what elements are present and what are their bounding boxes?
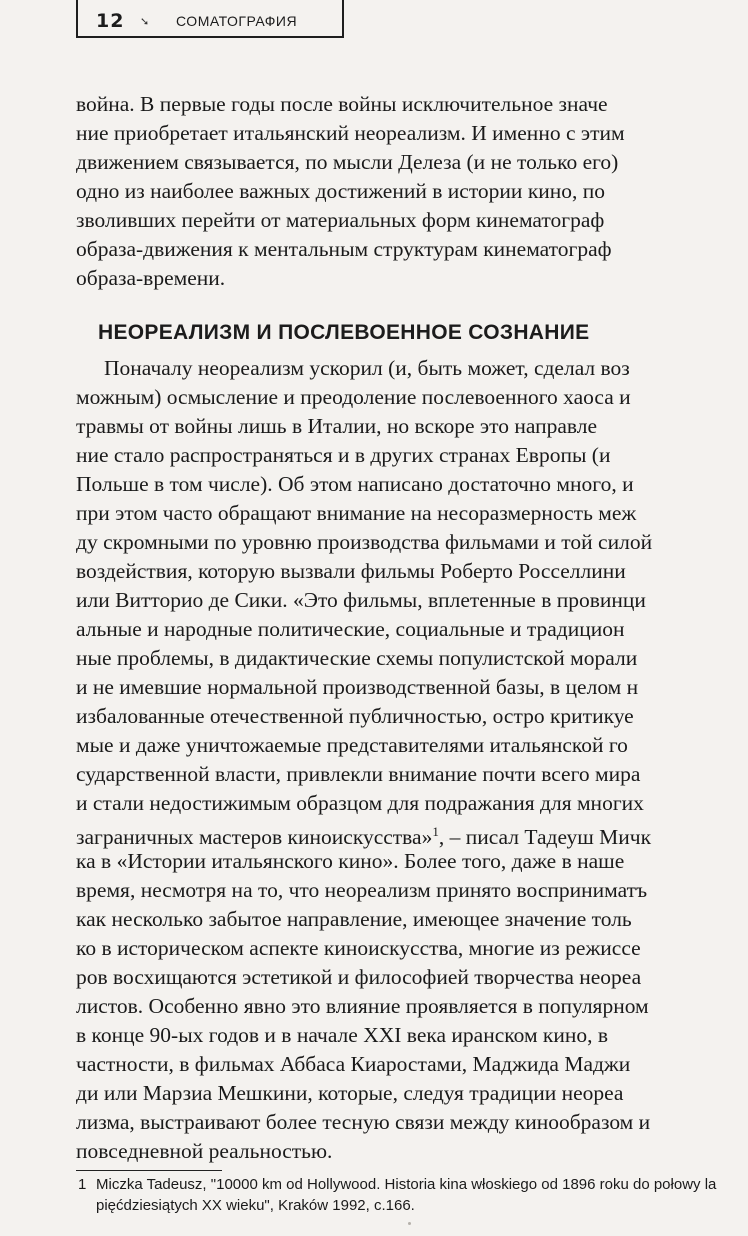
text-line: образа-времени. — [76, 266, 226, 290]
text-line: образа-движения к ментальным структурам кинематограф — [76, 237, 612, 261]
text-line: лизма, выстраивают более тесную связи между кинообразом и — [76, 1110, 651, 1134]
text-fragment: заграничных мастеров киноискусства» — [76, 825, 433, 849]
arrow-icon: ➘ — [140, 15, 150, 28]
text-line: альные и народные политические, социальные и традицион — [76, 617, 625, 641]
text-line: воздействия, которую вызвали фильмы Роберто Росселлини — [76, 559, 626, 583]
text-line: или Витторио де Сики. «Это фильмы, вплетенные в провинци — [76, 588, 646, 612]
text-line: время, несмотря на то, что неореализм принято восприниматъ — [76, 878, 648, 902]
text-line: ко в историческом аспекте киноискусства, многие из режиссе — [76, 936, 641, 960]
text-line: частности, в фильмах Аббаса Киаростами, Маджида Маджи — [76, 1052, 631, 1076]
text-line: и стали недостижимым образцом для подражания для многих — [76, 791, 644, 815]
text-line: можным) осмысление и преодоление послевоенного хаоса и — [76, 385, 631, 409]
running-header — [76, 0, 344, 38]
text-line: ка в «Истории итальянского кино». Более того, даже в наше — [76, 849, 625, 873]
text-line: и не имевшие нормальной производственной базы, в целом н — [76, 675, 639, 699]
text-line: повседневной реальностью. — [76, 1139, 333, 1163]
text-line: ди или Марзиа Мешкини, которые, следуя традиции неореа — [76, 1081, 624, 1105]
page-number: 12 — [96, 10, 125, 32]
footnote-number: 1 — [78, 1176, 87, 1193]
text-line: сударственной власти, привлекли внимание почти всего мира — [76, 762, 641, 786]
text-line: листов. Особенно явно это влияние проявляется в популярном — [76, 994, 649, 1018]
text-line: одно из наиболее важных достижений в истории кино, по — [76, 179, 606, 203]
text-line: травмы от войны лишь в Италии, но вскоре это направле — [76, 414, 598, 438]
text-line: в конце 90-ых годов и в начале XXI века иранском кино, в — [76, 1023, 609, 1047]
text-line: при этом часто обращают внимание на несоразмерность меж — [76, 501, 637, 525]
text-line: движением связывается, по мысли Делеза (и не только его) — [76, 150, 619, 174]
section-title: СОМАТОГРАФИЯ — [176, 13, 298, 29]
footnote-text: Miczka Tadeusz, "10000 km od Hollywood. Historia kina włoskiego od 1896 roku do połowy la — [96, 1176, 717, 1193]
text-fragment: , – писал Тадеуш Мичк — [438, 825, 652, 849]
text-line: зволивших перейти от материальных форм кинематограф — [76, 208, 605, 232]
section-heading: НЕОРЕАЛИЗМ И ПОСЛЕВОЕННОЕ СОЗНАНИЕ — [98, 321, 590, 344]
text-line: война. В первые годы после войны исключительное значе — [76, 92, 608, 116]
text-line: Польше в том числе). Об этом написано достаточно много, и — [76, 472, 634, 496]
text-line: Поначалу неореализм ускорил (и, быть может, сделал воз — [104, 356, 630, 380]
text-line: ров восхищаются эстетикой и философией творчества неореа — [76, 965, 642, 989]
text-line: мые и даже уничтожаемые представителями итальянской го — [76, 733, 628, 757]
text-line: как несколько забытое направление, имеющее значение толь — [76, 907, 632, 931]
footnote-reference: 1 — [432, 824, 439, 839]
footnote-text: pięćdziesiątych XX wieku", Kraków 1992, c.166. — [96, 1197, 415, 1214]
text-line — [76, 820, 651, 849]
text-line: ние приобретает итальянский неореализм. И именно с этим — [76, 121, 625, 145]
footnote-divider — [76, 1170, 222, 1171]
paper-speck — [408, 1222, 411, 1225]
text-line: ние стало распространяться и в других странах Европы (и — [76, 443, 611, 467]
text-line: ные проблемы, в дидактические схемы популистской морали — [76, 646, 638, 670]
text-line: ду скромными по уровню производства фильмами и той силой — [76, 530, 653, 554]
text-line: избалованные отечественной публичностью, остро критикуе — [76, 704, 634, 728]
